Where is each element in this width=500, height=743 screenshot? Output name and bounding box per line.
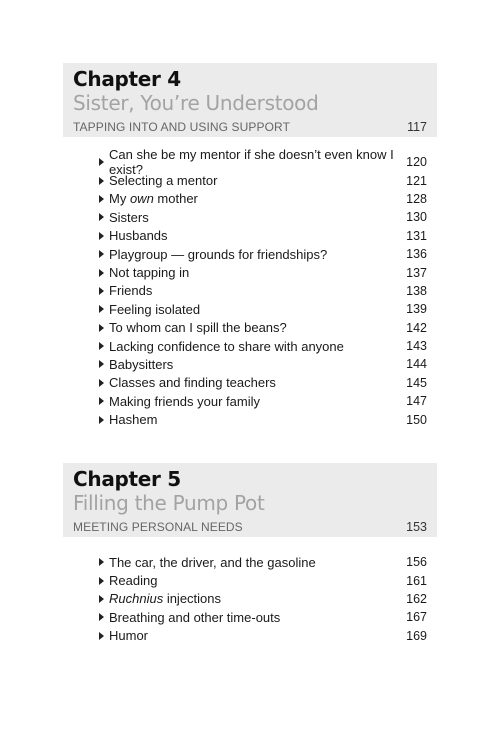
toc-item-page: 131 — [406, 228, 427, 243]
toc-item-page: 130 — [406, 210, 427, 225]
triangle-bullet-icon — [99, 577, 104, 585]
toc-item-page: 139 — [406, 302, 427, 317]
triangle-bullet-icon — [99, 305, 104, 313]
toc-item[interactable] — [99, 571, 427, 589]
chapter-number: Chapter 4 — [73, 67, 181, 91]
toc-item[interactable] — [99, 227, 427, 245]
toc-item[interactable] — [99, 208, 427, 226]
chapter-title: Filling the Pump Pot — [73, 491, 265, 515]
triangle-bullet-icon — [99, 195, 104, 203]
chapter-title: Sister, You’re Understood — [73, 91, 319, 115]
toc-item-page: 121 — [406, 173, 427, 188]
toc-item-label: Humor — [109, 628, 149, 644]
toc-item-label: Friends — [109, 283, 153, 299]
toc-item-page: 120 — [406, 155, 427, 170]
toc-item-page: 156 — [406, 555, 427, 570]
chapter-4-section — [63, 63, 437, 429]
toc-item-label: Can she be my mentor if she doesn’t even know I exist? — [109, 147, 394, 178]
toc-item-page: 143 — [406, 339, 427, 354]
toc-item-page: 161 — [406, 573, 427, 588]
triangle-bullet-icon — [99, 397, 104, 405]
triangle-bullet-icon — [99, 632, 104, 640]
toc-item[interactable] — [99, 263, 427, 281]
toc-item-label: Lacking confidence to share with anyone — [109, 338, 344, 354]
toc-item-page: 147 — [406, 394, 427, 409]
toc-item-page: 167 — [406, 610, 427, 625]
triangle-bullet-icon — [99, 269, 104, 277]
toc-item[interactable] — [99, 590, 427, 608]
toc-item-page: 138 — [406, 283, 427, 298]
toc-item-label: To whom can I spill the beans? — [109, 320, 287, 336]
triangle-bullet-icon — [99, 177, 104, 185]
toc-item-page: 137 — [406, 265, 427, 280]
triangle-bullet-icon — [99, 232, 104, 240]
toc-item[interactable] — [99, 608, 427, 626]
triangle-bullet-icon — [99, 287, 104, 295]
triangle-bullet-icon — [99, 360, 104, 368]
toc-item-label: Feeling isolated — [109, 301, 201, 317]
toc-item-page: 145 — [406, 375, 427, 390]
chapter-subtitle: MEETING PERSONAL NEEDS — [73, 520, 243, 534]
toc-item-label: Making friends your family — [109, 393, 260, 409]
toc-item[interactable] — [99, 374, 427, 392]
triangle-bullet-icon — [99, 213, 104, 221]
toc-item[interactable] — [99, 319, 427, 337]
toc-item-label: Hashem — [109, 412, 158, 428]
triangle-bullet-icon — [99, 379, 104, 387]
chapter-subtitle-row — [73, 519, 427, 535]
toc-item-page: 142 — [406, 320, 427, 335]
toc-item-label: Husbands — [109, 228, 168, 244]
triangle-bullet-icon — [99, 250, 104, 258]
toc-item-label: Not tapping in — [109, 265, 190, 281]
toc-item[interactable] — [99, 147, 427, 178]
toc-list — [63, 553, 437, 645]
toc-item-page: 162 — [406, 591, 427, 606]
triangle-bullet-icon — [99, 416, 104, 424]
toc-item[interactable] — [99, 627, 427, 645]
toc-item-label: Ruchnius injections — [109, 591, 222, 607]
toc-item[interactable] — [99, 282, 427, 300]
toc-item-label: Breathing and other time-outs — [109, 609, 281, 625]
toc-item[interactable] — [99, 355, 427, 373]
toc-item[interactable] — [99, 245, 427, 263]
chapter-page-number: 153 — [406, 520, 427, 534]
toc-item[interactable] — [99, 392, 427, 410]
chapter-header — [63, 63, 437, 137]
toc-item-label: Selecting a mentor — [109, 173, 218, 189]
toc-item-page: 128 — [406, 191, 427, 206]
toc-item-label: Babysitters — [109, 356, 174, 372]
triangle-bullet-icon — [99, 342, 104, 350]
chapter-5-section — [63, 463, 437, 645]
chapter-subtitle-row — [73, 119, 427, 135]
chapter-number: Chapter 5 — [73, 467, 181, 491]
toc-item-label: Playgroup — grounds for friendships? — [109, 246, 328, 262]
toc-item-label: Sisters — [109, 209, 149, 225]
toc-item[interactable] — [99, 300, 427, 318]
chapter-page-number: 117 — [407, 120, 427, 134]
toc-item[interactable] — [99, 190, 427, 208]
triangle-bullet-icon — [99, 558, 104, 566]
toc-item[interactable] — [99, 337, 427, 355]
triangle-bullet-icon — [99, 158, 104, 166]
toc-item-label: My own mother — [109, 191, 198, 207]
triangle-bullet-icon — [99, 595, 104, 603]
toc-item-page: 169 — [406, 628, 427, 643]
toc-item-page: 150 — [406, 412, 427, 427]
toc-item-page: 136 — [406, 247, 427, 262]
chapter-header — [63, 463, 437, 537]
toc-item-label: Reading — [109, 573, 158, 589]
toc-item[interactable] — [99, 553, 427, 571]
toc-item-label: The car, the driver, and the gasoline — [109, 554, 316, 570]
toc-item-page: 144 — [406, 357, 427, 372]
triangle-bullet-icon — [99, 613, 104, 621]
toc-item[interactable] — [99, 410, 427, 428]
toc-list — [63, 147, 437, 429]
triangle-bullet-icon — [99, 324, 104, 332]
chapter-subtitle: TAPPING INTO AND USING SUPPORT — [73, 120, 291, 134]
toc-item-label: Classes and finding teachers — [109, 375, 276, 391]
